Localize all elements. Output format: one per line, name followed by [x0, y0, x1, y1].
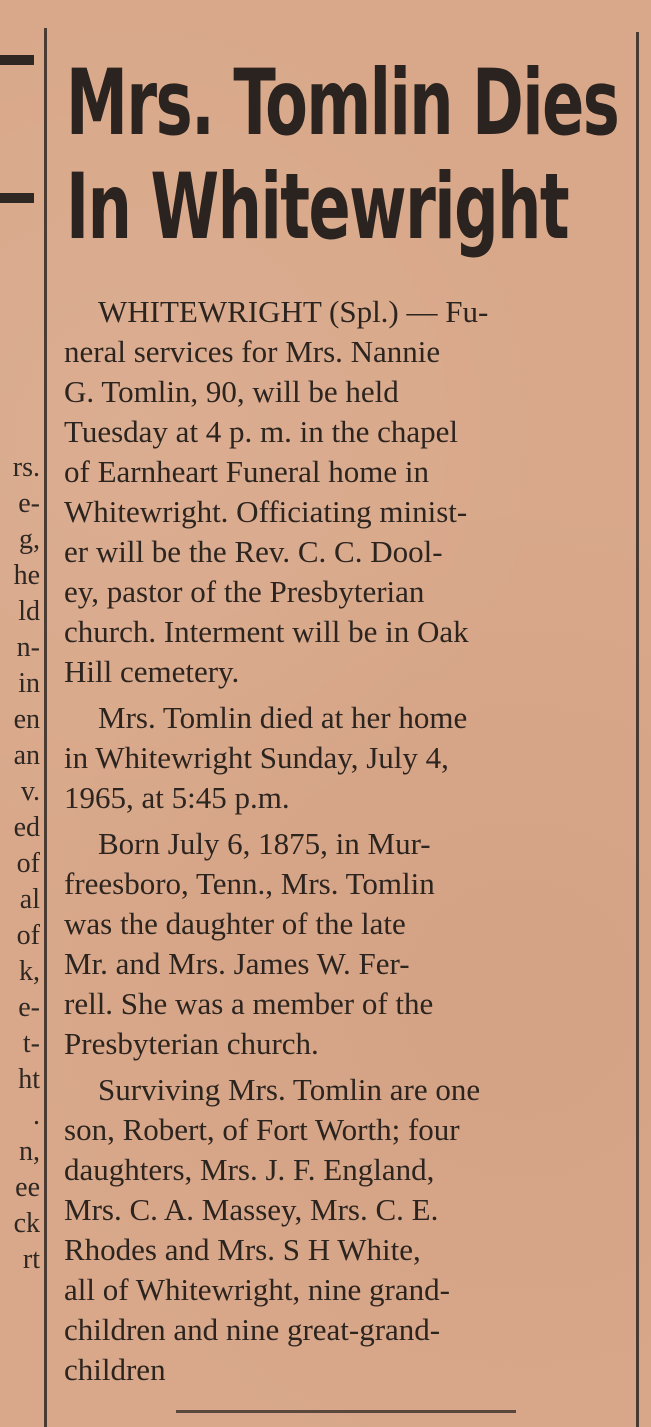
paragraph-survivors [64, 1070, 628, 1390]
mid-divider-mark [0, 193, 34, 203]
article-body [64, 292, 628, 1390]
fragment-line: ht [18, 1064, 40, 1095]
body-line: neral services for Mrs. Nannie [64, 334, 441, 369]
fragment-line: rt [22, 1244, 40, 1275]
left-column-rule [44, 28, 47, 1427]
body-line: ey, pastor of the Presbyterian [64, 574, 425, 609]
body-line: children and nine great-grand- [64, 1312, 441, 1347]
fragment-line: ld [18, 596, 40, 627]
body-line: Mrs. C. A. Massey, Mrs. C. E. [64, 1192, 439, 1227]
fragment-line: t- [22, 1028, 40, 1059]
body-line: Presbyterian church. [64, 1026, 319, 1061]
body-line: rell. She was a member of the [64, 986, 434, 1021]
fragment-line: e- [18, 488, 40, 519]
body-line: WHITEWRIGHT (Spl.) — Fu- [98, 294, 489, 329]
fragment-line: e- [18, 992, 40, 1023]
body-line: Surviving Mrs. Tomlin are one [98, 1072, 481, 1107]
body-line: Mrs. Tomlin died at her home [98, 700, 468, 735]
fragment-line: k, [19, 956, 40, 987]
fragment-line: an [13, 740, 40, 771]
fragment-line: ed [13, 812, 40, 843]
body-line: daughters, Mrs. J. F. England, [64, 1152, 435, 1187]
headline-line-2: In Whitewright [66, 155, 569, 260]
paragraph-death [64, 698, 628, 818]
fragment-line: . [33, 1100, 40, 1131]
fragment-line: n, [19, 1136, 40, 1167]
fragment-line: en [13, 704, 40, 735]
body-line: er will be the Rev. C. C. Dool- [64, 534, 443, 569]
paragraph-services [64, 292, 628, 692]
bottom-divider [176, 1410, 516, 1413]
article-headline [66, 51, 619, 260]
fragment-line: he [13, 560, 40, 591]
body-line: children [64, 1352, 166, 1387]
fragment-line: of [16, 920, 40, 951]
fragment-line: v. [20, 776, 40, 807]
body-line: G. Tomlin, 90, will be held [64, 374, 399, 409]
body-line: was the daughter of the late [64, 906, 406, 941]
body-line: Tuesday at 4 p. m. in the chapel [64, 414, 459, 449]
headline-line-1: Mrs. Tomlin Dies [66, 51, 619, 156]
body-line: Whitewright. Officiating minist- [64, 494, 468, 529]
body-line: Mr. and Mrs. James W. Fer- [64, 946, 410, 981]
right-column-rule [636, 32, 639, 1427]
fragment-line: of [16, 848, 40, 879]
top-divider-mark [0, 55, 34, 65]
body-line: in Whitewright Sunday, July 4, [64, 740, 449, 775]
body-line: 1965, at 5:45 p.m. [64, 780, 290, 815]
fragment-line: rs. [12, 452, 40, 483]
fragment-line: n- [16, 632, 40, 663]
fragment-line: ck [13, 1208, 40, 1239]
body-line: all of Whitewright, nine grand- [64, 1272, 450, 1307]
body-line: church. Interment will be in Oak [64, 614, 469, 649]
adjacent-column-fragments [0, 450, 40, 1278]
fragment-line: ee [15, 1172, 40, 1203]
fragment-line: in [18, 668, 40, 699]
fragment-line: al [19, 884, 40, 915]
fragment-line: g, [19, 524, 40, 555]
body-line: Born July 6, 1875, in Mur- [98, 826, 431, 861]
body-line: son, Robert, of Fort Worth; four [64, 1112, 460, 1147]
body-line: Rhodes and Mrs. S H White, [64, 1232, 421, 1267]
body-line: of Earnheart Funeral home in [64, 454, 429, 489]
body-line: freesboro, Tenn., Mrs. Tomlin [64, 866, 435, 901]
body-line: Hill cemetery. [64, 654, 240, 689]
paragraph-birth [64, 824, 628, 1064]
